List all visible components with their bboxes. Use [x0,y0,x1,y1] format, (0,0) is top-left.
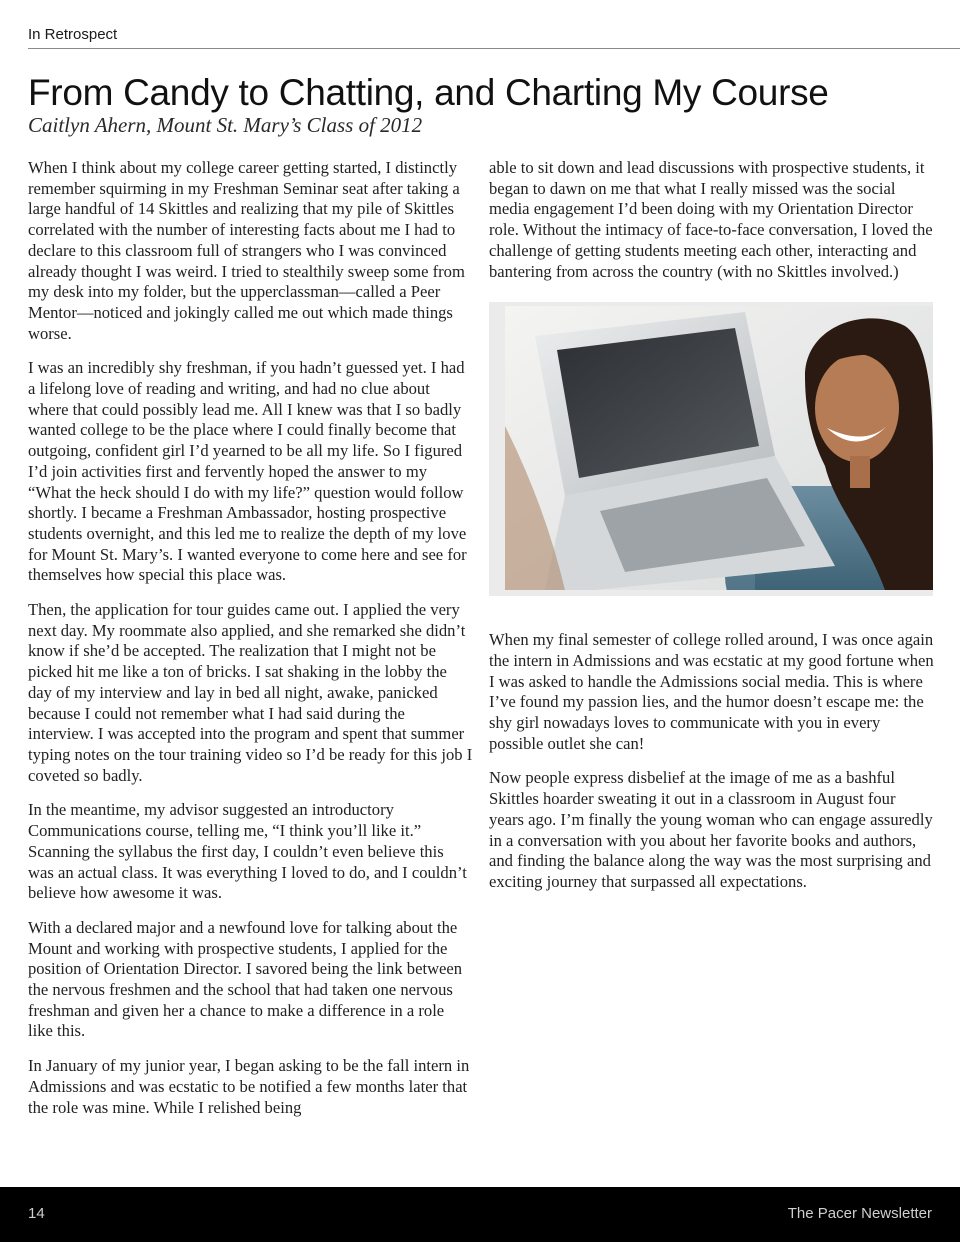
left-column [28,158,473,1132]
paragraph: In the meantime, my advisor suggested an introductory Communications course, telling me, “I think you’ll like it.” Scanning the syllabus the first day, I couldn’t even believe this was an actual class. It was everything I loved to do, and I couldn’t believe how awesome it was. [28,800,467,903]
page-footer [0,1187,960,1242]
paragraph: In January of my junior year, I began asking to be the fall intern in Admissions and was ecstatic to be notified a few months later that the role was mine. While I relished being [28,1056,470,1117]
article-byline: Caitlyn Ahern, Mount St. Mary’s Class of 2012 [28,113,423,137]
paragraph: I was an incredibly shy freshman, if you hadn’t guessed yet. I had a lifelong love of reading and writing, and had no clue about where that could possibly lead me. All I knew was that I so badly wanted college to be the place where I could finally become that outgoing, confident girl I’d yearned to be all my life. So I figured I’d join activities first and fervently hoped the answer to my “What the heck should I do with my life?” question would follow shortly. I became a Freshman Ambassador, hosting prospective students overnight, and this led me to realize the depth of my love for Mount St. Mary’s. I wanted everyone to come here and see for themselves how special this place was. [28,358,467,585]
paragraph: When my final semester of college rolled around, I was once again the intern in Admissions and was ecstatic at my good fortune when I was asked to handle the Admissions social media. This is where I’ve found my passion lies, and the humor doesn’t escape me: the shy girl nowadays loves to communicate with you in every possible outlet she can! [489,630,934,753]
paragraph: Now people express disbelief at the image of me as a bashful Skittles hoarder sweating it out in a classroom in August four years ago. I’m finally the young woman who can engage assuredly in a conversation with you about her favorite books and authors, and finding the balance along the way was the most surprising and exciting journey that surpassed all expectations. [489,768,933,891]
right-column [489,158,934,907]
paragraph: With a declared major and a newfound love for talking about the Mount and working with prospective students, I applied for the position of Orientation Director. I savored being the link between the nervous freshmen and the school that had taken one nervous freshman and given her a chance to make a difference in a role like this. [28,917,463,1041]
article-title: From Candy to Chatting, and Charting My Course [28,72,829,113]
section-label: In Retrospect [28,26,118,43]
paragraph: Then, the application for tour guides came out. I applied the very next day. My roommate also applied, and she remarked she didn’t know if she’d be accepted. The realization that I might not be picked hit me like a ton of bricks. I sat shaking in the lobby the day of my interview and lay in bed all night, awake, panicked because I could not remember what I had said during the interview. I was accepted into the program and spent that summer typing notes on the tour training video so I’d be ready for this job I coveted so badly. [28,600,473,785]
paragraph: When I think about my college career getting started, I distinctly remember squirming in my Freshman Seminar seat after taking a large handful of 14 Skittles and realizing that my pile of Skittles correlated with the number of interesting facts about me I had to declare to this classroom full of strangers who I was convinced already thought I was weird. I tried to stealthily sweep some from my desk into my folder, but the upperclassman—called a Peer Mentor—noticed and jokingly called me out which made things worse. [28,158,465,343]
header-rule [28,48,960,49]
newsletter-name: The Pacer Newsletter [787,1205,932,1222]
paragraph: able to sit down and lead discussions with prospective students, it began to dawn on me that what I really missed was the social media engagement I’d been doing with my Orientation Director role. Without the intimacy of face-to-face conversation, I loved the challenge of getting students meeting each other, interacting and bantering from across the country (with no Skittles involved.) [489,158,933,281]
woman-with-laptop-photo [505,306,933,590]
page-number: 14 [28,1205,45,1222]
article-photo [489,302,933,596]
